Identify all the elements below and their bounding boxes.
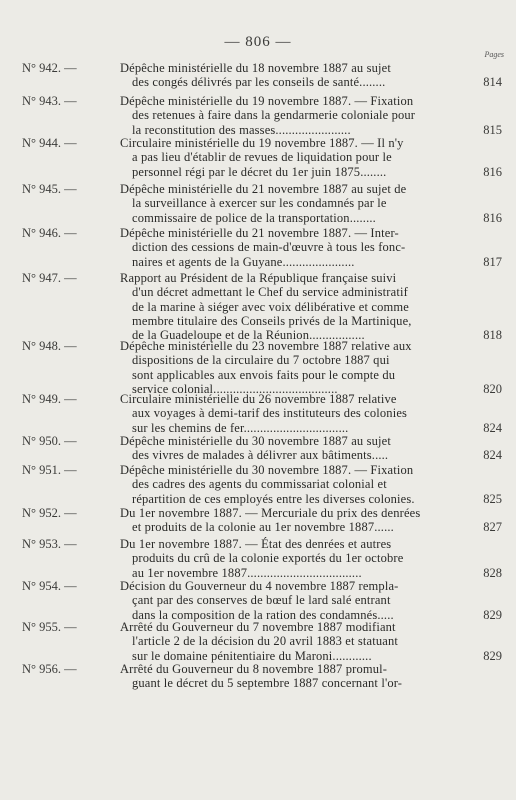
entry-number: N° 942. — bbox=[22, 61, 77, 75]
entry-page-number: 824 bbox=[483, 420, 502, 435]
entry-page-number: 820 bbox=[483, 381, 502, 396]
entry-text-line: Arrêté du Gouverneur du 7 novembre 1887 modifiant bbox=[120, 620, 396, 634]
entry-number: N° 946. — bbox=[22, 226, 77, 240]
entry-text-line: sur le domaine pénitentiaire du Maroni............ bbox=[132, 648, 372, 663]
entry-text-line: sont applicables aux envois faits pour le compte du bbox=[132, 367, 396, 382]
entry-text-line: Dépêche ministérielle du 19 novembre 1887. — Fixation bbox=[120, 94, 414, 108]
entry-text-line: au 1er novembre 1887................................... bbox=[132, 565, 362, 580]
entry-number: N° 949. — bbox=[22, 392, 77, 406]
entry-text-line: Dépêche ministérielle du 23 novembre 1887 relative aux bbox=[120, 339, 412, 353]
entry-number: N° 954. — bbox=[22, 579, 77, 593]
entry-text-line: naires et agents de la Guyane...................... bbox=[132, 254, 355, 269]
entry-number: N° 943. — bbox=[22, 94, 77, 108]
entry-text-line: produits du crû de la colonie exportés du 1er octobre bbox=[132, 551, 404, 566]
entry-page-number: 817 bbox=[483, 254, 502, 269]
entry-text-line: Du 1er novembre 1887. — État des denrées et autres bbox=[120, 537, 392, 551]
entry-text-line: aux voyages à demi-tarif des instituteurs des colonies bbox=[132, 406, 408, 421]
entry-page-number: 825 bbox=[483, 491, 502, 506]
entry-page-number: 829 bbox=[483, 648, 502, 663]
entry-text-line: répartition de ces employés entre les diverses colonies. bbox=[132, 491, 415, 506]
entry-text-line: Dépêche ministérielle du 21 novembre 1887 au sujet de bbox=[120, 182, 407, 196]
entry-text-line: a pas lieu d'établir de revues de liquidation pour le bbox=[132, 150, 392, 165]
entry-text-line: la reconstitution des masses....................... bbox=[132, 122, 351, 137]
entry-number: N° 953. — bbox=[22, 537, 77, 551]
entry-text-line: service colonial...................................... bbox=[132, 381, 338, 396]
entry-text-line: diction des cessions de main-d'œuvre à tous les fonc- bbox=[132, 240, 406, 255]
entry-page-number: 827 bbox=[483, 520, 502, 535]
entry-text-line: Dépêche ministérielle du 30 novembre 1887. — Fixation bbox=[120, 463, 414, 477]
entry-text-line: la surveillance à exercer sur les condamnés par le bbox=[132, 196, 387, 211]
entry-text-line: de la marine à siéger avec voix délibérative et comme bbox=[132, 299, 409, 314]
entry-text-line: guant le décret du 5 septembre 1887 concernant l'or- bbox=[132, 676, 403, 691]
entry-text-line: Décision du Gouverneur du 4 novembre 1887 rempla- bbox=[120, 579, 399, 593]
entry-text-line: Du 1er novembre 1887. — Mercuriale du prix des denrées bbox=[120, 506, 421, 520]
entry-text-line: et produits de la colonie au 1er novembre 1887...... bbox=[132, 520, 394, 535]
entry-text-line: des retenues à faire dans la gendarmerie coloniale pour bbox=[132, 108, 416, 123]
entry-text-line: des cadres des agents du commissariat colonial et bbox=[132, 477, 387, 492]
entry-page-number: 818 bbox=[483, 328, 502, 343]
entry-number: N° 945. — bbox=[22, 182, 77, 196]
entry-text-line: membre titulaire des Conseils privés de la Martinique, bbox=[132, 313, 412, 328]
entry-number: N° 951. — bbox=[22, 463, 77, 477]
entry-text-line: personnel régi par le décret du 1er juin 1875........ bbox=[132, 164, 387, 179]
pages-column-label: Pages bbox=[484, 50, 504, 59]
entry-page-number: 816 bbox=[483, 164, 502, 179]
entry-text-line: çant par des conserves de bœuf le lard salé entrant bbox=[132, 593, 391, 608]
entry-number: N° 950. — bbox=[22, 434, 77, 448]
entry-text-line: de la Guadeloupe et de la Réunion................. bbox=[132, 328, 365, 343]
entry-number: N° 947. — bbox=[22, 271, 77, 285]
entry-page-number: 829 bbox=[483, 607, 502, 622]
entry-text-line: Circulaire ministérielle du 26 novembre 1887 relative bbox=[120, 392, 397, 406]
entry-number: N° 948. — bbox=[22, 339, 77, 353]
entry-number: N° 944. — bbox=[22, 136, 77, 150]
entry-number: N° 955. — bbox=[22, 620, 77, 634]
entry-page-number: 814 bbox=[483, 75, 502, 90]
entry-text-line: dans la composition de la ration des condamnés..... bbox=[132, 607, 394, 622]
entry-text-line: commissaire de police de la transportation........ bbox=[132, 210, 376, 225]
entry-text-line: des vivres de malades à délivrer aux bâtiments..... bbox=[132, 448, 389, 463]
entry-text-line: des congés délivrés par les conseils de santé........ bbox=[132, 75, 386, 90]
entry-page-number: 824 bbox=[483, 448, 502, 463]
entry-text-line: l'article 2 de la décision du 20 avril 1883 et statuant bbox=[132, 634, 398, 649]
entry-text-line: dispositions de la circulaire du 7 octobre 1887 qui bbox=[132, 353, 390, 368]
entry-page-number: 815 bbox=[483, 122, 502, 137]
entry-page-number: 816 bbox=[483, 210, 502, 225]
entry-number: N° 952. — bbox=[22, 506, 77, 520]
entry-text-line: Dépêche ministérielle du 30 novembre 1887 au sujet bbox=[120, 434, 391, 448]
entry-text-line: Dépêche ministérielle du 18 novembre 1887 au sujet bbox=[120, 61, 391, 75]
page-header: — 806 — bbox=[224, 34, 292, 50]
entry-text-line: Arrêté du Gouverneur du 8 novembre 1887 promul- bbox=[120, 662, 388, 676]
entry-text-line: d'un décret admettant le Chef du service administratif bbox=[132, 285, 408, 300]
entry-text-line: Rapport au Président de la République française suivi bbox=[120, 271, 397, 285]
entry-number: N° 956. — bbox=[22, 662, 77, 676]
entry-text-line: Dépêche ministérielle du 21 novembre 1887. — Inter- bbox=[120, 226, 399, 240]
entry-text-line: Circulaire ministérielle du 19 novembre 1887. — Il n'y bbox=[120, 136, 404, 150]
entry-text-line: sur les chemins de fer................................ bbox=[132, 420, 349, 435]
entry-page-number: 828 bbox=[483, 565, 502, 580]
